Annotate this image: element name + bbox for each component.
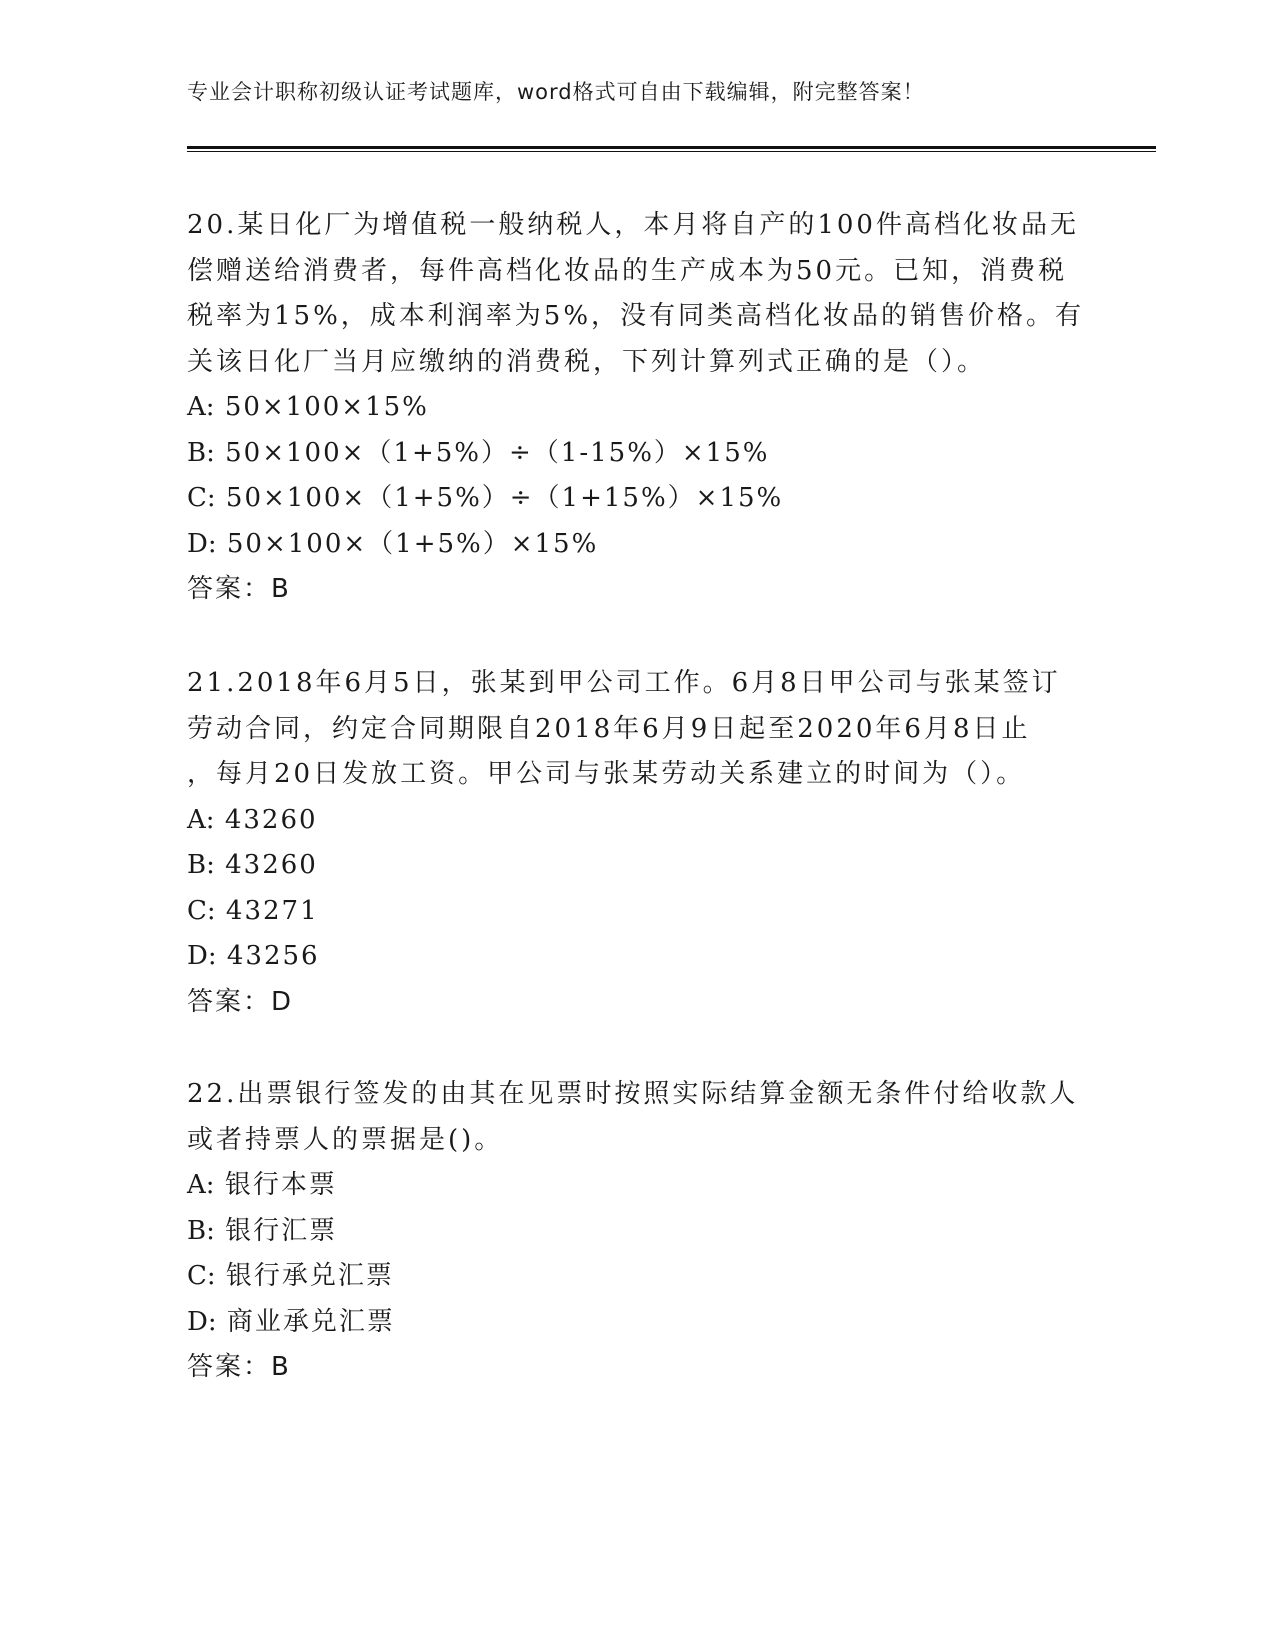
stem-line: 偿赠送给消费者，每件高档化妆品的生产成本为50元。已知，消费税 [187, 255, 1068, 286]
option-list [187, 1163, 1087, 1345]
stem-line: 关该日化厂当月应缴纳的消费税，下列计算列式正确的是（）。 [187, 346, 987, 377]
option-letter: D: [187, 1306, 217, 1337]
option-b [187, 843, 1087, 889]
option-letter: C: [187, 895, 216, 926]
option-letter: D: [187, 941, 217, 971]
option-letter: B: [187, 850, 215, 880]
option-c [187, 889, 1087, 935]
option-b [187, 431, 1087, 477]
option-d [187, 934, 1087, 980]
option-a [187, 798, 1087, 844]
option-a [187, 1163, 1087, 1209]
option-text: 50×100×15% [224, 392, 429, 422]
option-letter: A: [187, 804, 215, 835]
answer: 答案：B [187, 574, 291, 604]
question-stem [187, 203, 1087, 385]
question-22 [187, 1072, 1087, 1391]
option-c [187, 1254, 1087, 1300]
header-divider-thick [187, 146, 1156, 149]
question-stem [187, 1072, 1087, 1163]
option-list [187, 798, 1087, 980]
option-text: 50×100×（1+5%）÷（1+15%）×15% [225, 483, 784, 513]
option-text: 银行承兑汇票 [225, 1261, 394, 1291]
stem-line: 劳动合同，约定合同期限自2018年6月9日起至2020年6月8日止 [187, 713, 1031, 744]
option-list [187, 385, 1087, 567]
question-21 [187, 661, 1087, 1025]
option-text: 43271 [225, 895, 319, 926]
option-letter: A: [187, 1170, 215, 1200]
option-text: 银行本票 [224, 1170, 337, 1200]
answer: 答案：B [187, 1352, 291, 1382]
stem-line: 20.某日化厂为增值税一般纳税人，本月将自产的100件高档化妆品无 [187, 210, 1079, 240]
option-text: 银行汇票 [225, 1215, 338, 1246]
stem-line: ，每月20日发放工资。甲公司与张某劳动关系建立的时间为（）。 [187, 759, 1026, 789]
option-text: 50×100×（1+5%）÷（1-15%）×15% [225, 437, 770, 468]
option-a [187, 385, 1087, 431]
option-d [187, 1300, 1087, 1346]
option-text: 50×100×（1+5%）×15% [226, 528, 599, 559]
option-d [187, 522, 1087, 568]
option-text: 43260 [224, 804, 318, 835]
option-letter: C: [187, 1261, 216, 1291]
stem-line: 税率为15%，成本利润率为5%，没有同类高档化妆品的销售价格。有 [187, 301, 1085, 331]
option-b [187, 1209, 1087, 1255]
option-text: 商业承兑汇票 [226, 1306, 395, 1337]
option-letter: A: [187, 392, 215, 422]
option-text: 43260 [225, 850, 318, 880]
option-letter: B: [187, 1215, 215, 1246]
question-stem [187, 661, 1087, 798]
option-letter: C: [187, 483, 216, 513]
option-c [187, 476, 1087, 522]
stem-line: 21.2018年6月5日，张某到甲公司工作。6月8日甲公司与张某签订 [187, 668, 1061, 698]
option-text: 43256 [226, 941, 320, 971]
header-divider-thin [187, 151, 1156, 152]
page-header: 专业会计职称初级认证考试题库，word格式可自由下载编辑，附完整答案！ [187, 80, 925, 104]
question-20 [187, 203, 1087, 613]
answer: 答案：D [187, 986, 294, 1017]
option-letter: D: [187, 528, 217, 559]
stem-line: 或者持票人的票据是()。 [187, 1124, 504, 1155]
stem-line: 22.出票银行签发的由其在见票时按照实际结算金额无条件付给收款人 [187, 1079, 1079, 1109]
option-letter: B: [187, 437, 215, 468]
